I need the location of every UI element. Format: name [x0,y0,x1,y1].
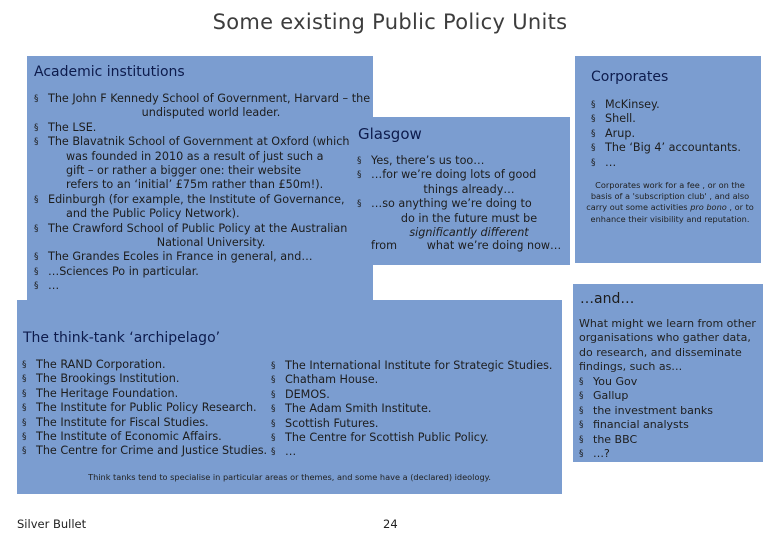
list-item: § The Centre for Scottish Public Policy. [271,431,552,445]
glasgow-from-text: what we’re doing now… [426,239,562,252]
list-item: § …? [579,447,713,461]
list-item: § … [34,279,374,293]
list-item: § the BBC [579,433,713,447]
academic-list [34,92,374,294]
list-item: § The International Institute for Strategic Studies. [271,359,552,373]
list-item: § You Gov [579,375,713,389]
glasgow-from: from [371,239,398,252]
other-organisations-list [579,375,713,461]
glasgow-list [357,154,567,240]
corporates-note: Corporates work for a fee , or on the basis of a 'subscription club' , and also carry out some activities pro bono , or to enhance their visibility and reputation. [586,180,754,224]
list-item: § The Blavatnik School of Government at Oxford (which was founded in 2010 as a result of just such a gift – or rather a bigger one: their website refers to an ‘initial’ £75m rather than £50m!). [34,135,374,193]
slide-title: Some existing Public Policy Units [212,10,568,34]
think-tank-heading: The think-tank ‘archipelago’ [23,330,221,346]
corporates-box [575,56,761,263]
corporates-list [591,98,741,170]
list-item: § …so anything we’re doing to do in the future must be significantly different [357,197,567,240]
list-item: § Edinburgh (for example, the Institute of Governance, and the Public Policy Network). [34,193,374,222]
list-item: § Gallup [579,389,713,403]
list-item: § McKinsey. [591,98,741,112]
other-organisations-intro: What might we learn from other organisations who gather data, do research, and disseminate findings, such as… [579,317,756,374]
think-tank-list-right [271,359,552,460]
page-number: 24 [383,517,398,531]
list-item: § The Brookings Institution. [22,372,267,386]
list-item: § Arup. [591,127,741,141]
list-item: § The LSE. [34,121,374,135]
list-item: § The John F Kennedy School of Government, Harvard – the undisputed world leader. [34,92,374,121]
list-item: § the investment banks [579,404,713,418]
list-item: § … [591,156,741,170]
list-item: § …Sciences Po in particular. [34,265,374,279]
other-organisations-heading: …and… [580,291,635,307]
list-item: § The Institute for Fiscal Studies. [22,416,267,430]
corporates-heading: Corporates [591,69,669,85]
think-tank-note: Think tanks tend to specialise in particular areas or themes, and some have a (declared) ideology. [88,472,491,482]
list-item: § financial analysts [579,418,713,432]
think-tank-list-left [22,358,267,459]
list-item: § The Adam Smith Institute. [271,402,552,416]
academic-institutions-box [27,56,373,308]
list-item: § Yes, there’s us too… [357,154,567,168]
list-item: § The Centre for Crime and Justice Studies. [22,444,267,458]
list-item: § Chatham House. [271,373,552,387]
glasgow-box [350,117,570,265]
list-item: § Scottish Futures. [271,417,552,431]
list-item: § …for we’re doing lots of good things already… [357,168,567,197]
think-tank-box [17,300,562,494]
list-item: § The Institute for Public Policy Research. [22,401,267,415]
list-item: § Shell. [591,112,741,126]
list-item: § … [271,445,552,459]
other-organisations-box [573,284,763,462]
list-item: § The Institute of Economic Affairs. [22,430,267,444]
list-item: § The Crawford School of Public Policy at the Australian National University. [34,222,374,251]
list-item: § The RAND Corporation. [22,358,267,372]
list-item: § The Grandes Ecoles in France in general, and… [34,250,374,264]
list-item: § The Heritage Foundation. [22,387,267,401]
list-item: § DEMOS. [271,388,552,402]
glasgow-heading: Glasgow [358,125,422,143]
footer-brand: Silver Bullet [17,517,87,531]
list-item: § The ‘Big 4’ accountants. [591,141,741,155]
academic-heading: Academic institutions [34,64,185,80]
